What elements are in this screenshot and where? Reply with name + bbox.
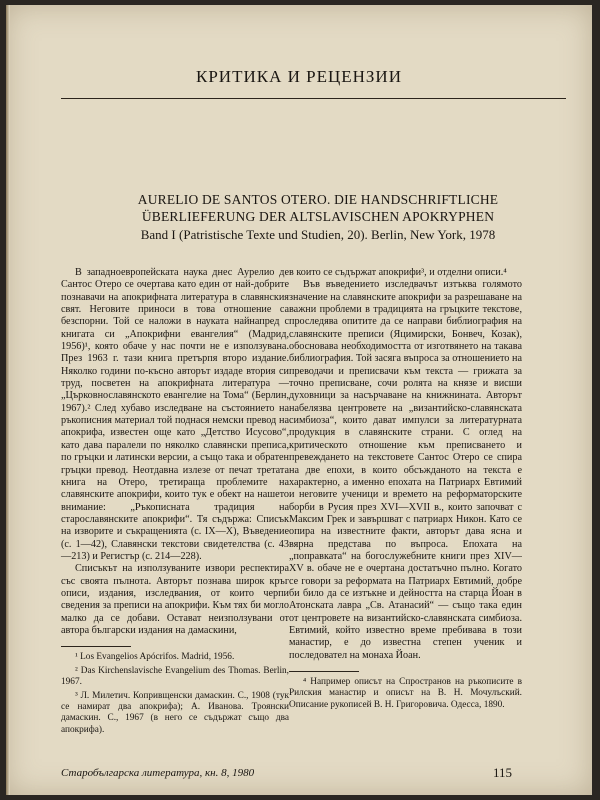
left-paragraph-2: Списъкът на използуваните извори респектира със своята пълнота. Авторът познава широк кръг описи, издания, изследвания, от които черпи сведения за преписи на апокрифи. Към тях би могло малко да се добави. Остават неизползувани от автора български издания на дамаскини, xyxy=(61,563,289,636)
left-paragraph-1: В западноевропейската наука днес Аурелио де Сантос Отеро се очертава като един от най-добрите познавачи на апокрифната литература в славянския свят. Неговите приноси в това отношение са безспорни. Той се наложи в науката найнапред с книгата си „Апокрифни евангелия“ (Мадрид, 1956)¹, която обаче у нас почти не е използувана. През 1963 г. тази книга претърпя второ издание. Няколко години по-късно авторът издаде втория си труд, посветен на апокрифната литература — „Църковнославянското евангелие на Тома“ (Берлин, 1967).² След хубаво изследване на състоянието на ръкописния материал той поднася немски превод на апокрифа, известен още като „Детство Исусово“, като дава паралели по няколко славянски преписа, по гръцки и латински версии, а също така и обратен гръцки превод. Неотдавна излезе от печат третата книга на Отеро, третираща проблемите на славянските апокрифи, които тук е обект на нашето внимание: „Ръкописната традиция на старославянските апокрифи“. Тя съдържа: Списък на изворите и съкращенията (с. IX—X), Въведение (с. 1—42), Славянски текстови свидетелства (с. 43—213) и Регистър (с. 214—228). xyxy=(61,267,289,562)
document-page xyxy=(6,5,592,795)
page-number: 115 xyxy=(493,765,513,780)
reviewed-book-meta: Band I (Patristische Texte und Studien, 20). Berlin, New York, 1978 xyxy=(140,227,496,242)
footnote-divider xyxy=(61,646,131,647)
right-column xyxy=(289,267,522,711)
left-column xyxy=(61,267,289,736)
reviewed-book-title xyxy=(68,191,568,225)
right-paragraph-1: в които се съдържат апокрифи³, и отделни описи.⁴ xyxy=(289,267,507,278)
journal-source: Старобългарска литература, кн. 8, 1980 xyxy=(61,767,255,779)
footnote-1: ¹ Los Evangelios Apócrifos. Madrid, 1956. xyxy=(75,652,235,663)
binding-edge xyxy=(6,5,10,795)
section-title: КРИТИКА И РЕЦЕНЗИИ xyxy=(196,67,402,86)
footnote-3: ³ Л. Милетич. Копривщенски дамаскин. С., 1908 (тук се намират два апокрифа); А. Иванова. Троянски дамаскин. С., 1967 (в него се съдържат също два апокрифа). xyxy=(61,690,289,735)
footnote-4: ⁴ Например описът на Спространов на ръкописите в Рилския манастир и описът на В. Н. Мочулъский. Описание рукописей В. Н. Григоровича. Одесса, 1890. xyxy=(289,677,522,710)
footnote-divider xyxy=(289,671,359,672)
title-underline xyxy=(61,98,566,99)
footnote-2: ² Das Kirchenslavische Evangelium des Thomas. Berlin, 1967. xyxy=(61,665,289,688)
book-title-line-1: AURELIO DE SANTOS OTERO. DIE HANDSCHRIFTLICHE xyxy=(137,192,499,207)
book-title-line-2: ÜBERLIEFERUNG DER ALTSLAVISCHEN APOKRYPHEN xyxy=(141,209,495,224)
right-paragraph-2: Във въведението изследвачът изтъква голямото значение на славянските апокрифи за разрешаване на важни проблеми в традицията на гръцките текстове, проследява опитите да се направи библиография на славянските преписи (Яцимирски, Бонвеч, Козак), обосновава необходимостта от изготвянето на такава библиография. Той засяга въпроса за отношението на преводачи и преписвачи към текста — грижата за точно преписване, сочи ролята на князе и висши духовници за насърчаване на книжнината. Авторът набелязва центровете на „византийско-славянската симбиоза“, които дават импулси за литературната продукция в славянските страни. С оглед на критическото отношение към преписването и превеждането на текстовете Сантос Отеро се спира на две епохи, в които обсъжданото на текста е характерно, а именно епохата на Патриарх Евтимий и неговите ученици и времето на реформаторските борби в Русия през XVI—XVII в., които започват с Максим Грек и завършват с патриарх Никон. Като се опира на известните факти, авторът дава ясна и вярна представа по въпроса. Епохата на „поправката“ на богослужебните книги през XIV—XV в. обаче не е очертана достатъчно пълно. Когато се говори за реформата на Патриарх Евтимий, добре би било да се изтъкне и дейността на старца Йоан в Атонската лавра „Св. Атанасий“ — също така един от центровете на византийско-славянската симбиоза. Евтимий, който известно време пребивава в този манастир, е до известна степен ученик и последовател на монаха Йоан. xyxy=(289,279,522,661)
